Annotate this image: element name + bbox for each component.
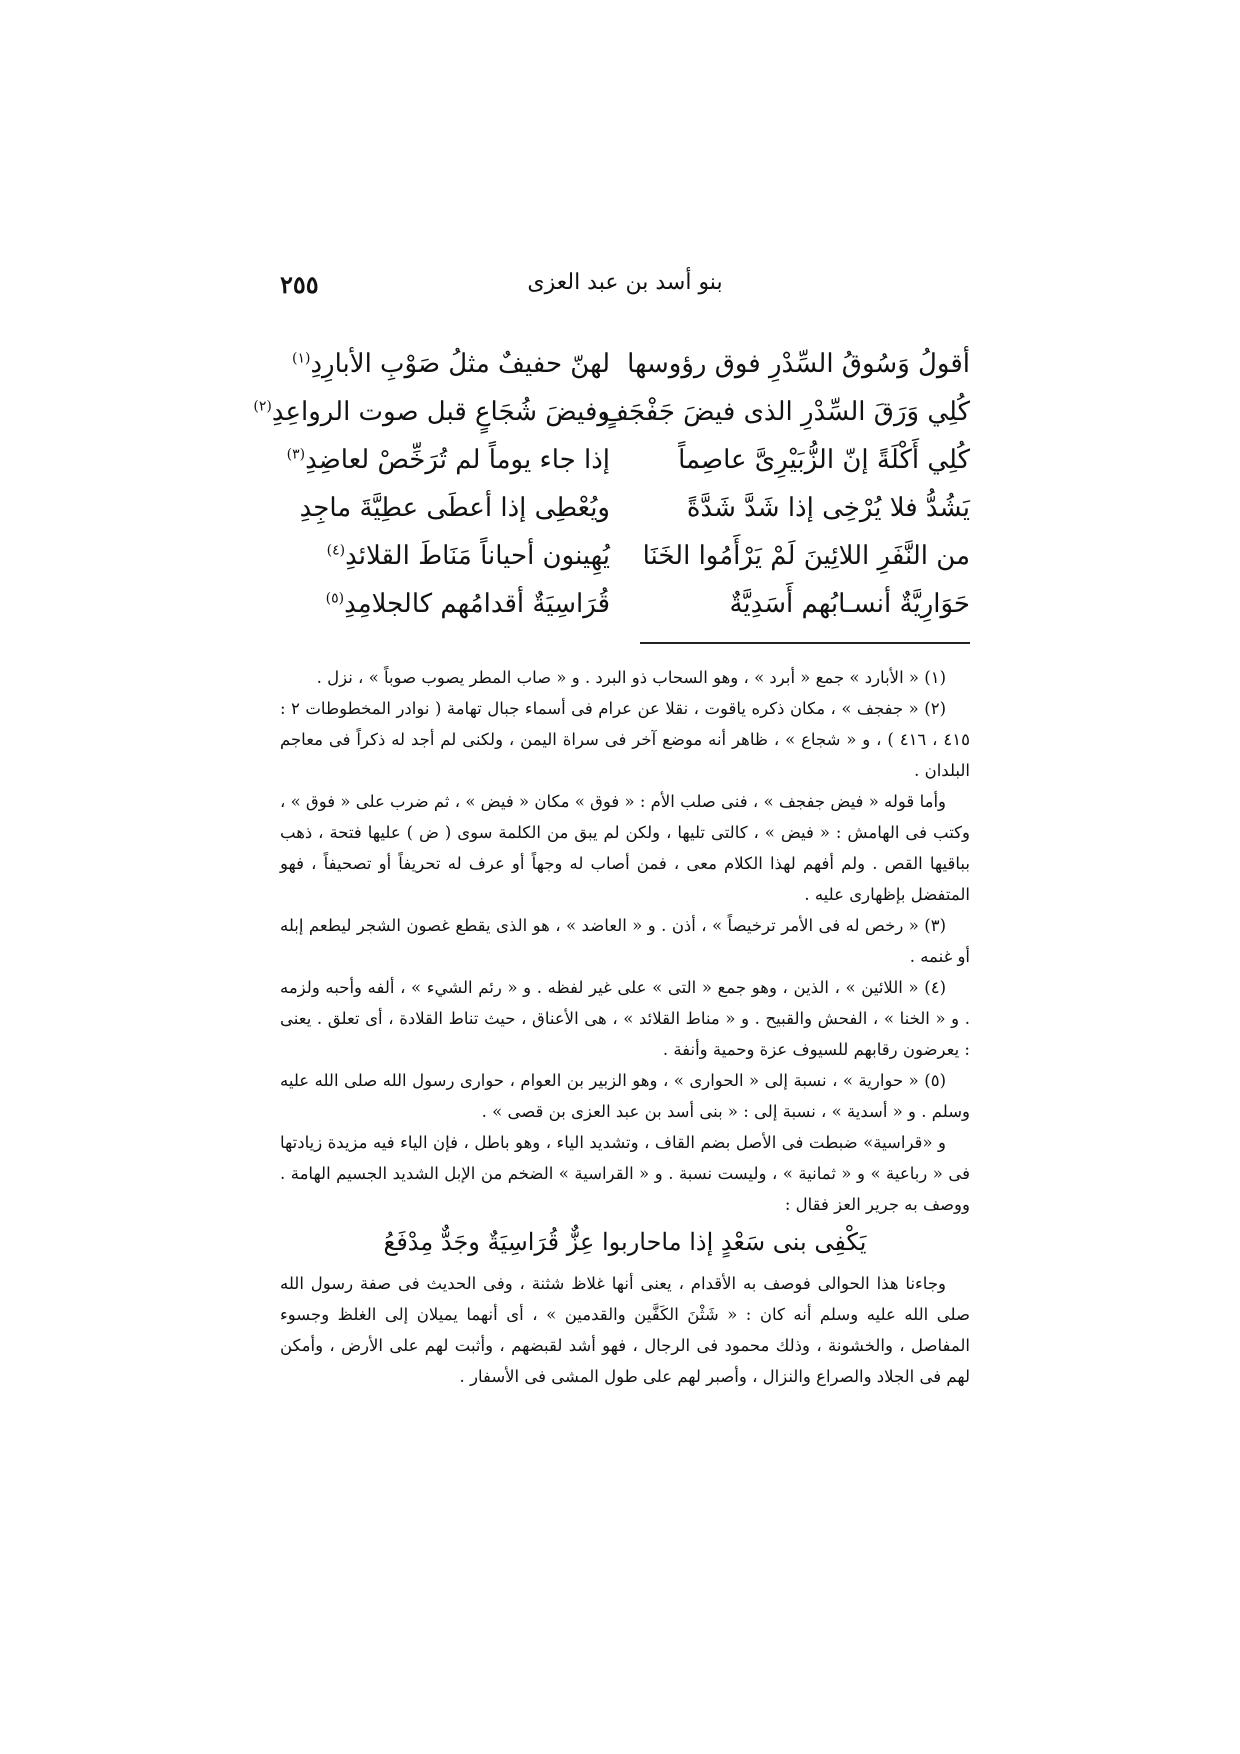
quoted-verse: يَكْفِى بنى سَعْدٍ إذا ماحاربوا عِزٌّ قُرَاسِيَةٌ وجَدٌّ مِدْفَعُ — [383, 1228, 867, 1256]
second-hemistich — [280, 589, 610, 619]
footnote-2: (٢) « جفجف » ، مكان ذكره ياقوت ، نقلا عن عرام فى أسماء جبال تهامة ( نوادر المخطوطات ٢ : ٤١٥ ، ٤١٦ ) ، و « شجاع » ، ظاهر أنه موضع آخر فى سراة اليمن ، ولكنى لم أجد له ذكراً فى معاجم البلدان . — [280, 699, 970, 780]
first-hemistich: يَشُدُّ فلا يُرْخِى إذا شَدَّ شَدَّةً — [686, 493, 970, 523]
hemistich-text: يُهِينون أحياناً مَنَاطَ القلائدِ — [345, 541, 610, 571]
hemistich-text: إذا جاء يوماً لم تُرَخِّصْ لعاضِدِ — [305, 445, 610, 475]
footnote-marker: (٤) — [326, 542, 346, 559]
footnote-5-conclusion: وجاءنا هذا الحوالى فوصف به الأقدام ، يعنى أنها غلاظ شثنة ، وفى الحديث فى صفة رسول الله صلى الله عليه وسلم أنه كان : « شَثْنَ الكَفَّين والقدمين » ، أى أنهما يميلان إلى الغلظ وجسوء المفاصل ، والخشونة ، وذلك محمود فى الرجال ، فهو أشد لقبضهم ، وأثبت لهم على الأرض ، وأمكن لهم فى الجلاد والصراع والنزال ، وأصبر لهم على طول المشى فى الأسفار . — [280, 1274, 970, 1386]
verse-line — [280, 484, 970, 532]
footnote-marker: (١) — [291, 350, 311, 367]
footnote-3: (٣) « رخص له فى الأمر ترخيصاً » ، أذن . و « العاضد » ، هو الذى يقطع غصون الشجر ليطعم إبله أو غنمه . — [280, 916, 970, 966]
second-hemistich — [280, 349, 610, 379]
page-number: ٢٥٥ — [280, 270, 319, 299]
footnote-divider — [640, 642, 970, 644]
hemistich-text: قُرَاسِيَةٌ أقدامُهم كالجلامِدِ — [344, 589, 610, 619]
hemistich-text: ويُعْطِى إذا أعطَى عطِيَّةَ ماجِدِ — [299, 493, 610, 523]
running-title: بنو أسد بن عبد العزى — [527, 270, 723, 295]
verse-line — [280, 532, 970, 580]
verse-line — [253, 388, 970, 436]
footnote-1: (١) « الأبارد » جمع « أبرد » ، وهو السحاب ذو البرد . و « صاب المطر يصوب صوباً » ، نزل . — [316, 668, 946, 687]
hemistich-text: لهنّ حفيفٌ مثلُ صَوْبِ الأبارِدِ — [310, 349, 610, 379]
verse-line — [280, 436, 970, 484]
first-hemistich: حَوَارِيَّةٌ أنسـابُهم أَسَدِيَّةٌ — [729, 589, 970, 619]
first-hemistich: من النَّفَرِ اللائِينَ لَمْ يَرْأَمُوا الخَنَا — [642, 541, 970, 571]
footnote-4: (٤) « اللائين » ، الذين ، وهو جمع « التى » على غير لفظه . و « رئم الشيء » ، ألفه وأحبه ولزمه . و « الخنا » ، الفحش والقبيح . و « مناط القلائد » ، هى الأعناق ، حيث تناط القلادة ، أى تعلق . يعنى : يعرضون رقابهم للسيوف عزة وحمية وأنفة . — [280, 978, 970, 1059]
footnote-marker: (٣) — [286, 446, 306, 463]
hemistich-text: وفيضَ شُجَاعٍ قبل صوت الرواعِدِ — [271, 397, 610, 427]
second-hemistich — [280, 445, 610, 475]
first-hemistich: كُلِي وَرَقَ السِّدْرِ الذى فيضَ جَفْجَفٍ — [602, 397, 970, 427]
running-head — [280, 270, 970, 310]
second-hemistich — [280, 493, 610, 523]
footnote-5: (٥) « حوارية » ، نسبة إلى « الحوارى » ، وهو الزبير بن العوام ، حوارى رسول الله صلى الله عليه وسلم . و « أسدية » ، نسبة إلى : « بنى أسد بن عبد العزى بن قصى » . — [280, 1071, 970, 1121]
first-hemistich: كُلِي أَكْلَةً إنّ الزُّبَيْرِىَّ عاصِماً — [678, 445, 970, 475]
footnotes — [280, 662, 970, 1392]
footnote-marker: (٥) — [325, 590, 345, 607]
verse-line — [280, 580, 970, 628]
verse-line — [280, 340, 970, 388]
footnote-2-continued: وأما قوله « فيض جفجف » ، فنى صلب الأم : « فوق » مكان « فيض » ، ثم ضرب على « فوق » ، وكتب فى الهامش : « فيض » ، كالتى تليها ، ولكن لم يبق من الكلمة سوى ( ض ) عليها فتحة ، ذهب بباقيها القص . ولم أفهم لهذا الكلام معى ، فمن أصاب له وجهاً أو عرف له تحريفاً أو تصحيفاً ، فهو المتفضل بإظهارى عليه . — [280, 792, 970, 904]
second-hemistich — [280, 541, 610, 571]
first-hemistich: أقولُ وَسُوقُ السِّدْرِ فوق رؤوسها — [627, 349, 970, 379]
poem — [253, 340, 970, 628]
footnote-5-continued: و «قراسية» ضبطت فى الأصل بضم القاف ، وتشديد الياء ، وهو باطل ، فإن الياء فيه مزيدة زيادتها فى « رباعية » و « ثمانية » ، وليست نسبة . و « القراسية » الضخم من الإبل الشديد الجسيم الهامة . ووصف به جرير العز فقال : — [280, 1133, 970, 1214]
book-page — [253, 270, 970, 1392]
footnote-marker: (٢) — [253, 398, 272, 415]
second-hemistich — [253, 397, 610, 427]
